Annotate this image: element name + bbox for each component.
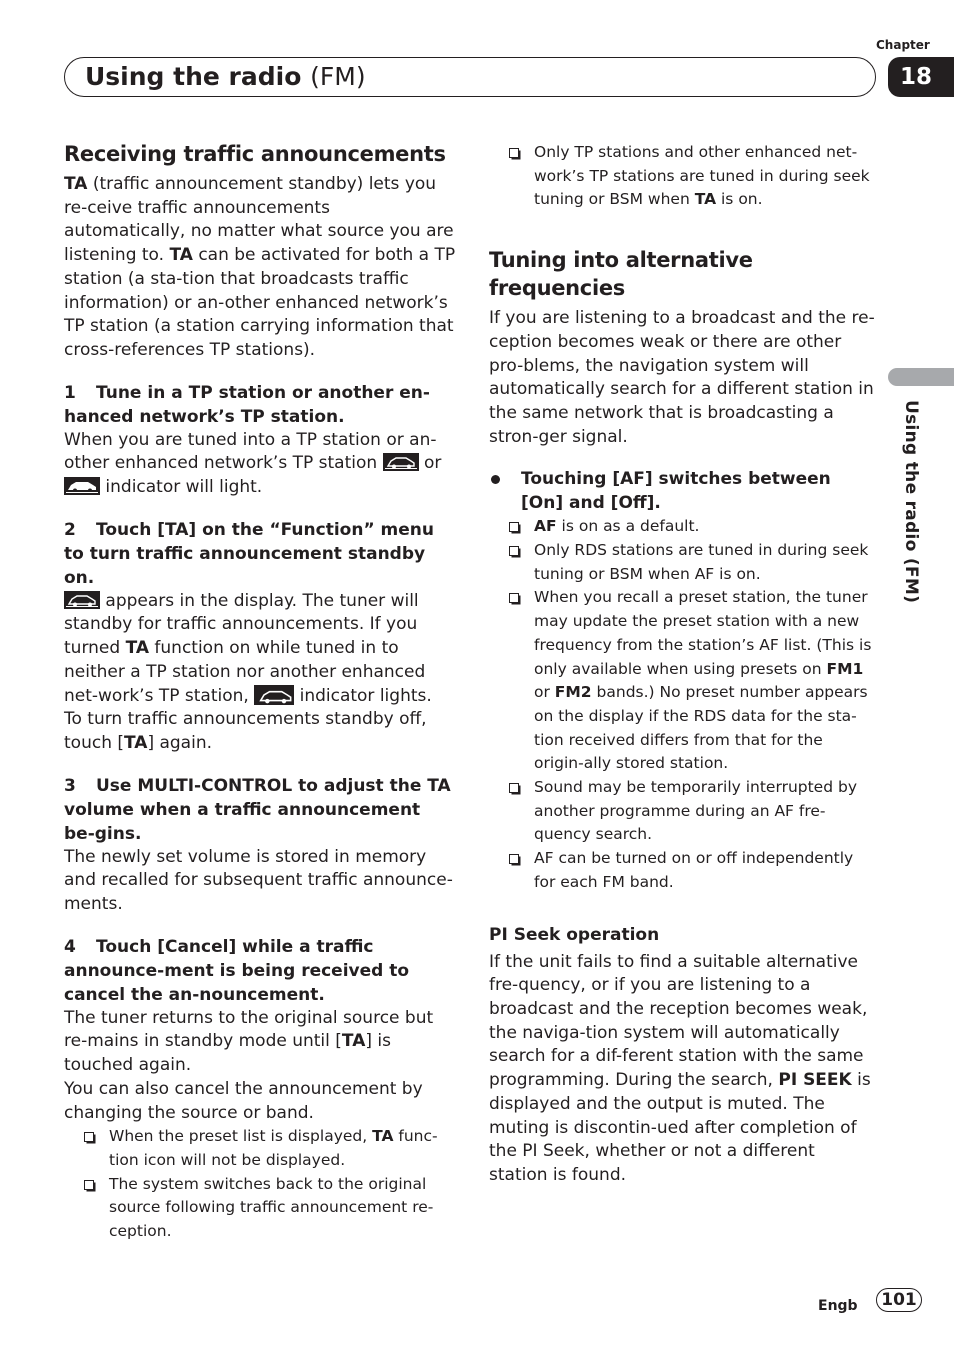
fm1-term: FM1 <box>826 659 864 678</box>
step-number: 4 <box>64 936 76 957</box>
page-title-sub: (FM) <box>310 62 366 91</box>
bullet-text: Touching [AF] switches between [On] and [Off]. <box>521 469 831 514</box>
note-item <box>109 1125 456 1172</box>
page-title-box <box>64 57 876 97</box>
step-2-text-2 <box>64 708 456 755</box>
note-text: When you recall a preset station, the tuner may update the preset station with a new frequency from the station’s AF list. (This is only available when using presets on <box>534 588 872 678</box>
step-2-title <box>64 518 456 590</box>
pi-text-b: is displayed and the output is muted. The muting is discontin-ued after completion of the PI Seek, whether or not a different station is found. <box>489 1070 871 1185</box>
af-notes <box>489 515 877 894</box>
step-4-notes <box>64 1125 456 1244</box>
step-number: 2 <box>64 519 76 540</box>
step-1-text-c: indicator will light. <box>100 477 263 498</box>
step-3-text: The newly set volume is stored in memory and recalled for subsequent traffic announce-ments. <box>64 846 453 915</box>
ta-term: TA <box>372 1127 394 1146</box>
note-item: Sound may be temporarily interrupted by another programme during an AF fre-quency search. <box>534 776 877 847</box>
intro-text-1: (traffic announcement standby) lets you re-ceive traffic announcements automatically, no matter what source you are listening to. <box>64 174 454 266</box>
ta-car-icon <box>64 591 100 609</box>
step-2-p2-a: To turn traffic announcements standby off, touch [ <box>64 709 427 753</box>
pi-text-a: If the unit fails to find a suitable alternative fre-quency, or if you are listening to a broadcast and the reception becomes weak, the naviga-tion system will automatically search for a dif-ferent station with the same programming. During the search, <box>489 951 868 1091</box>
step-number: 3 <box>64 775 76 796</box>
top-notes <box>489 141 877 212</box>
language-code: Engb <box>818 1298 858 1314</box>
right-column <box>489 140 877 1188</box>
note-item: AF can be turned on or off independently for each FM band. <box>534 847 877 894</box>
pi-seek-heading: PI Seek operation <box>489 924 660 945</box>
step-2-text-b: function on while tuned in to neither a TP station nor another enhanced net-work’s TP station, <box>64 638 426 706</box>
left-column <box>64 140 456 1244</box>
note-text: func-tion icon will not be displayed. <box>109 1127 438 1169</box>
step-4-p1-b: ] is touched again. <box>64 1031 391 1076</box>
tp-car-icon <box>383 453 419 471</box>
ta-term: TA <box>124 732 148 753</box>
ta-term: TA <box>125 638 149 659</box>
step-1-text-a: When you are tuned into a TP station or an-other enhanced network’s TP station <box>64 429 437 474</box>
page-number: 101 <box>876 1288 922 1312</box>
step-number: 1 <box>64 382 76 403</box>
pi-seek-text <box>489 951 877 1188</box>
fm2-term: FM2 <box>554 683 592 702</box>
step-1-title <box>64 381 456 429</box>
note-text: is on as a default. <box>556 517 700 536</box>
step-title-text: Touch [Cancel] while a traffic announce-ment is being received to cancel the an-nouncement. <box>64 936 410 1005</box>
ta-term: TA <box>64 174 88 194</box>
step-title-text: Use MULTI-CONTROL to adjust the TA volume when a traffic announcement be-gins. <box>64 775 451 844</box>
step-2-text-a: appears in the display. The tuner will standby for traffic announcements. If you turned <box>64 590 419 659</box>
note-item: The system switches back to the original source following traffic announcement re-ception. <box>109 1173 456 1244</box>
step-2-p2-b: ] again. <box>147 732 213 753</box>
chapter-number: 18 <box>888 57 954 97</box>
chapter-label: Chapter <box>876 38 930 52</box>
step-4-text-2: You can also cancel the announcement by changing the source or band. <box>64 1078 423 1123</box>
note-text: or <box>534 683 555 702</box>
intro-text-2: can be activated for both a TP station (a sta-tion that broadcasts traffic information) or an-other enhanced network’s TP station (a station carrying information that cross-references TP stations). <box>64 245 456 360</box>
page-title <box>85 61 366 93</box>
section-heading-af: Tuning into alternative frequencies <box>489 248 753 301</box>
step-title-text: Touch [TA] on the “Function” menu to turn traffic announcement standby on. <box>64 519 434 588</box>
note-text: is on. <box>716 190 763 209</box>
step-4-p1-a: The tuner returns to the original source but re-mains in standby mode until [ <box>64 1007 434 1052</box>
step-2-text-c: indicator lights. <box>294 685 432 706</box>
side-tab-label: Using the radio (FM) <box>901 400 921 604</box>
note-text: bands.) No preset number appears on the display if the RDS data for the sta-tion received differs from that for the origin-ally stored station. <box>534 683 868 773</box>
step-3-title <box>64 774 456 846</box>
step-4-text <box>64 1007 456 1078</box>
ta-term: TA <box>169 245 193 266</box>
tp-car-missing-icon <box>254 685 294 705</box>
ta-term: TA <box>341 1031 366 1052</box>
note-item <box>534 141 877 212</box>
pi-seek-term: PI SEEK <box>778 1070 852 1091</box>
note-text: When the preset list is displayed, <box>109 1127 373 1146</box>
af-bullet <box>489 467 877 515</box>
note-item <box>534 515 877 539</box>
step-2-text <box>64 590 456 709</box>
note-item: Only RDS stations are tuned in during seek tuning or BSM when AF is on. <box>534 539 877 586</box>
step-title-text: Tune in a TP station or another en-hanced network’s TP station. <box>64 382 430 427</box>
page-title-main: Using the radio <box>85 62 302 91</box>
af-intro: If you are listening to a broadcast and the re-ception becomes weak or there are other pro-blems, the navigation system will automatically search for a different station in the same network that is broadcasting a stron-ger signal. <box>489 308 875 447</box>
note-item <box>534 586 877 776</box>
ta-term: TA <box>694 190 717 209</box>
step-4-title <box>64 935 456 1007</box>
note-text: Only TP stations and other enhanced net-work’s TP stations are tuned in during seek tuning or BSM when <box>534 143 870 209</box>
traffic-intro <box>64 173 456 363</box>
af-term: AF <box>534 517 557 536</box>
step-1-text <box>64 429 456 500</box>
tp-car-outline-icon <box>64 477 100 495</box>
section-heading-traffic: Receiving traffic announcements <box>64 142 446 166</box>
side-tab-marker <box>888 368 954 386</box>
bullet-dot <box>491 475 500 484</box>
step-1-text-b: or <box>418 453 442 474</box>
